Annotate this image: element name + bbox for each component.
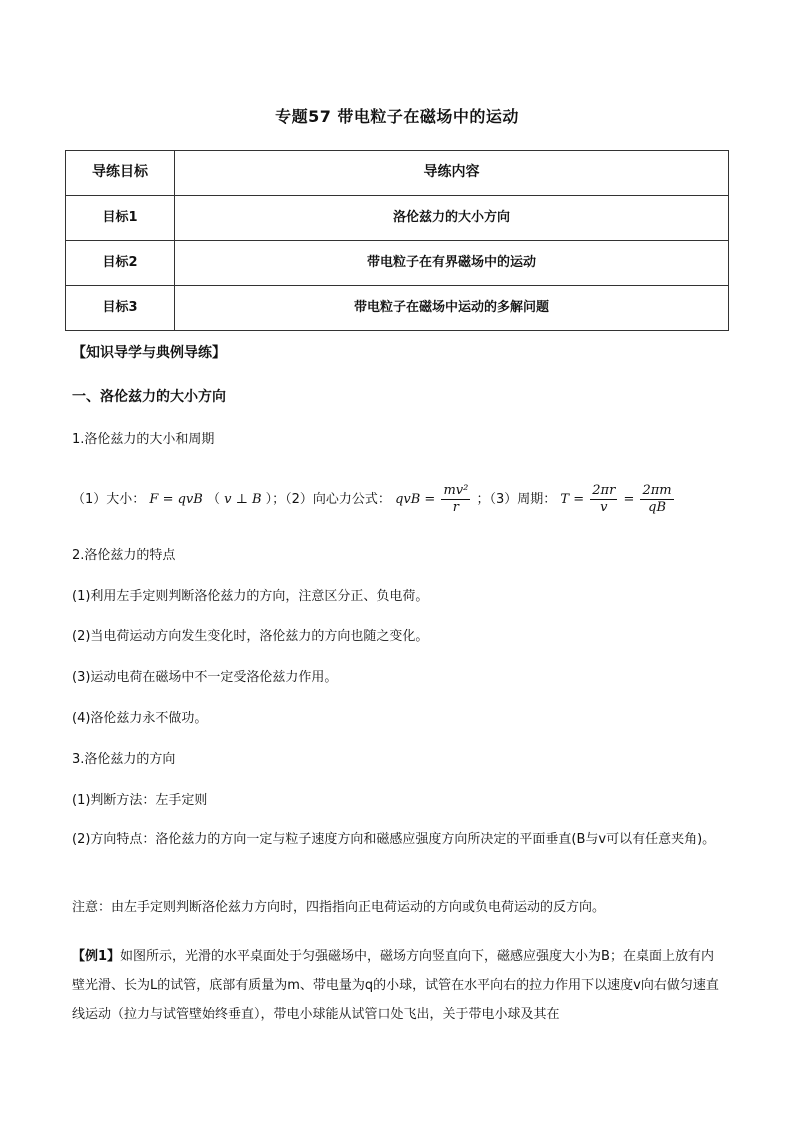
feature-item: (2)当电荷运动方向发生变化时，洛伦兹力的方向也随之变化。 — [72, 629, 429, 644]
feature-item: (4)洛伦兹力永不做功。 — [72, 711, 208, 726]
subheading-direction: 3.洛伦兹力的方向 — [72, 752, 176, 767]
formula-period-lhs: T = — [560, 492, 585, 507]
formula-text: （ — [206, 492, 220, 507]
table-cell-content: 带电粒子在磁场中运动的多解问题 — [175, 286, 729, 331]
table-cell-content: 洛伦兹力的大小方向 — [175, 196, 729, 241]
feature-item: (3)运动电荷在磁场中不一定受洛伦兹力作用。 — [72, 670, 338, 685]
table-cell-content: 带电粒子在有界磁场中的运动 — [175, 241, 729, 286]
formula-text: ；（3）周期： — [476, 492, 557, 507]
direction-feature: (2)方向特点：洛伦兹力的方向一定与粒子速度方向和磁感应强度方向所决定的平面垂直(B与v可以有任意夹角)。 — [72, 832, 716, 847]
formula-condition: v ⊥ B — [224, 492, 262, 507]
formula-equals: = — [623, 492, 635, 507]
example-text: 如图所示，光滑的水平桌面处于匀强磁场中，磁场方向竖直向下，磁感应强度大小为B；在桌面上放有内壁光滑、长为L的试管，底部有质量为m、带电量为q的小球，试管在水平向右的拉力作用下以速度v向右做匀速直线运动（拉力与试管壁始终垂直），带电小球能从试管口处飞出，关于带电小球及其在 — [72, 949, 719, 1022]
example-label: 【例1】 — [72, 949, 121, 964]
table-row — [66, 196, 729, 241]
table-header-content: 导练内容 — [175, 151, 729, 196]
heading-lorentz-force: 一、洛伦兹力的大小方向 — [72, 389, 226, 405]
formula-centripetal-lhs: qvB = — [395, 492, 436, 507]
formula-line — [72, 482, 676, 518]
goals-table — [65, 150, 729, 331]
page-title: 专题57 带电粒子在磁场中的运动 — [275, 107, 519, 126]
example-paragraph — [72, 942, 722, 1029]
formula-period-fraction-2: $\frac{2\pi m}{qB}$ — [642, 483, 672, 515]
direction-method: (1)判断方法：左手定则 — [72, 793, 208, 808]
formula-text: ）；（2）向心力公式： — [265, 492, 391, 507]
subheading-magnitude-period: 1.洛伦兹力的大小和周期 — [72, 432, 215, 447]
section-title: 【知识导学与典例导练】 — [72, 345, 226, 361]
subheading-features: 2.洛伦兹力的特点 — [72, 548, 176, 563]
table-header-row — [66, 151, 729, 196]
table-cell-goal: 目标3 — [66, 286, 175, 331]
formula-period-fraction-1: $\frac{2\pi r}{v}$ — [592, 483, 616, 515]
note-text: 注意：由左手定则判断洛伦兹力方向时，四指指向正电荷运动的方向或负电荷运动的反方向。 — [72, 900, 606, 915]
table-row — [66, 241, 729, 286]
table-row — [66, 286, 729, 331]
table-cell-goal: 目标1 — [66, 196, 175, 241]
table-header-goal: 导练目标 — [66, 151, 175, 196]
feature-item: (1)利用左手定则判断洛伦兹力的方向，注意区分正、负电荷。 — [72, 589, 429, 604]
formula-centripetal-fraction: $\frac{\text{mv²}}{r}$ — [443, 483, 469, 515]
formula-text: （1）大小： — [72, 492, 146, 507]
formula-force: F = qvB — [149, 492, 203, 507]
table-cell-goal: 目标2 — [66, 241, 175, 286]
